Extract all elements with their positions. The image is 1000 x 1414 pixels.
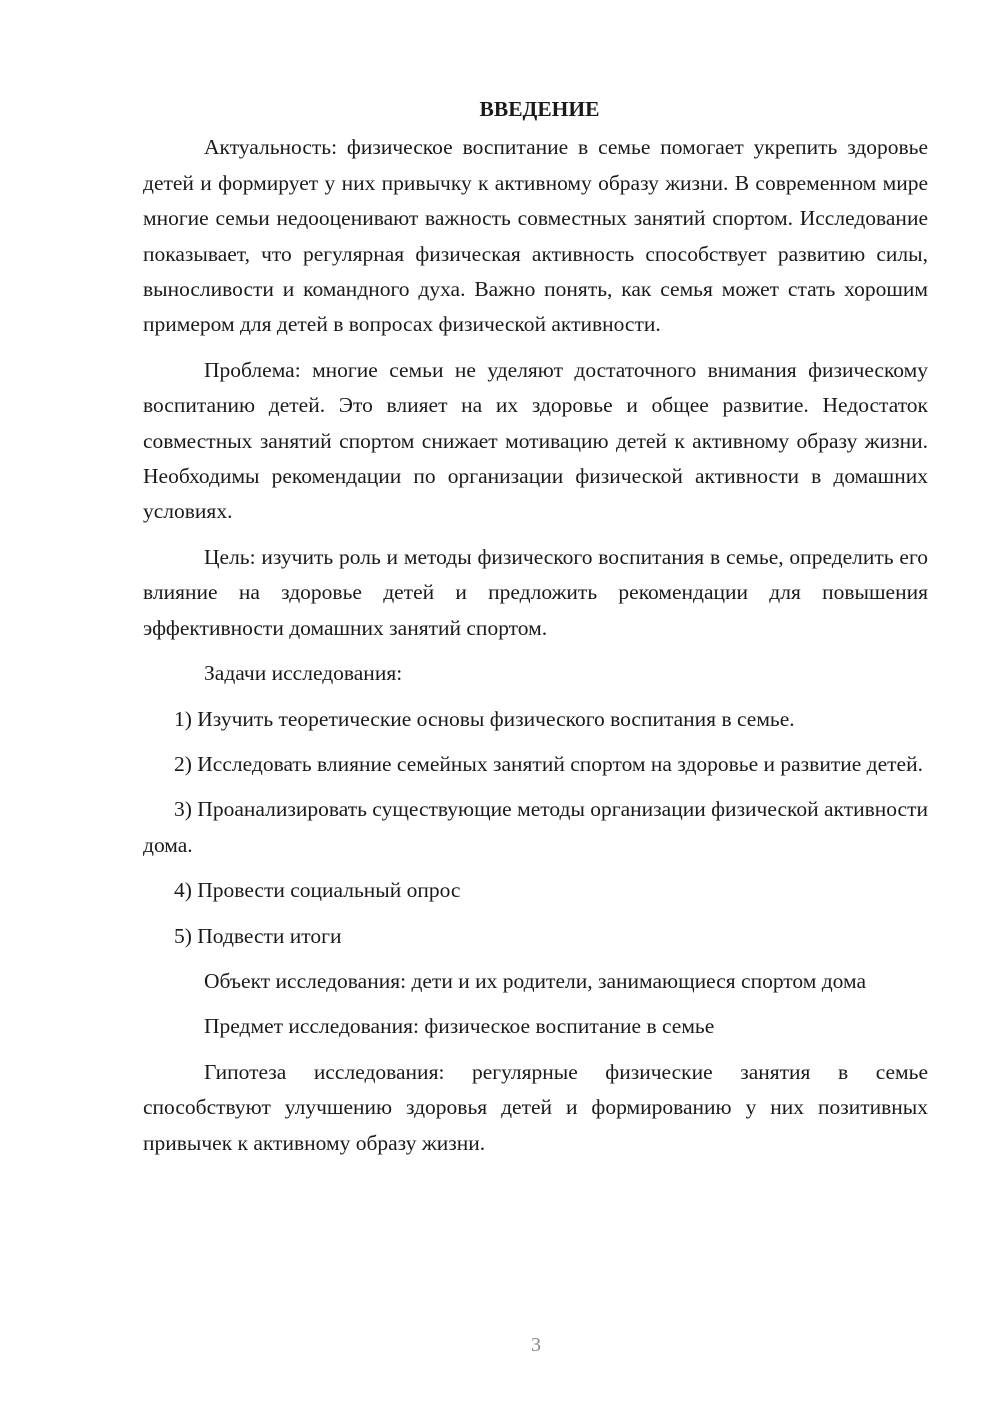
task-item-2: 2) Исследовать влияние семейных занятий спортом на здоровье и развитие детей. bbox=[174, 751, 923, 776]
section-title: ВВЕДЕНИЕ bbox=[479, 97, 600, 121]
tasks-heading: Задачи исследования: bbox=[204, 661, 403, 686]
goal-paragraph: Цель: изучить роль и методы физического воспитания в семье, определить его влияние на здоровье детей и предложить рекомендации для повышения эффективности домашних занятий спортом. bbox=[143, 544, 928, 640]
research-subject: Предмет исследования: физическое воспитание в семье bbox=[204, 1014, 715, 1039]
research-object: Объект исследования: дети и их родители, занимающиеся спортом дома bbox=[204, 968, 867, 993]
research-hypothesis: Гипотеза исследования: регулярные физические занятия в семье способствуют улучшению здоровья детей и формированию у них позитивных привычек к активному образу жизни. bbox=[143, 1059, 928, 1155]
task-item-3: 3) Проанализировать существующие методы организации физической активности дома. bbox=[143, 797, 928, 857]
problem-paragraph: Проблема: многие семьи не уделяют достаточного внимания физическому воспитанию детей. Это влияет на их здоровье и общее развитие. Недостаток совместных занятий спортом снижает мотивацию детей к активному образу жизни. Необходимы рекомендации по организации физической активности в домашних условиях. bbox=[143, 357, 928, 524]
relevance-paragraph: Актуальность: физическое воспитание в семье помогает укрепить здоровье детей и формирует у них привычку к активному образу жизни. В современном мире многие семьи недооценивают важность совместных занятий спортом. Исследование показывает, что регулярная физическая активность способствует развитию силы, выносливости и командного духа. Важно понять, как семья может стать хорошим примером для детей в вопросах физической активности. bbox=[143, 135, 928, 337]
page-number: 3 bbox=[531, 1334, 541, 1356]
task-item-1: 1) Изучить теоретические основы физического воспитания в семье. bbox=[174, 706, 795, 731]
document-page bbox=[143, 92, 928, 1171]
task-item-5: 5) Подвести итоги bbox=[174, 923, 342, 948]
task-item-4: 4) Провести социальный опрос bbox=[174, 878, 461, 903]
